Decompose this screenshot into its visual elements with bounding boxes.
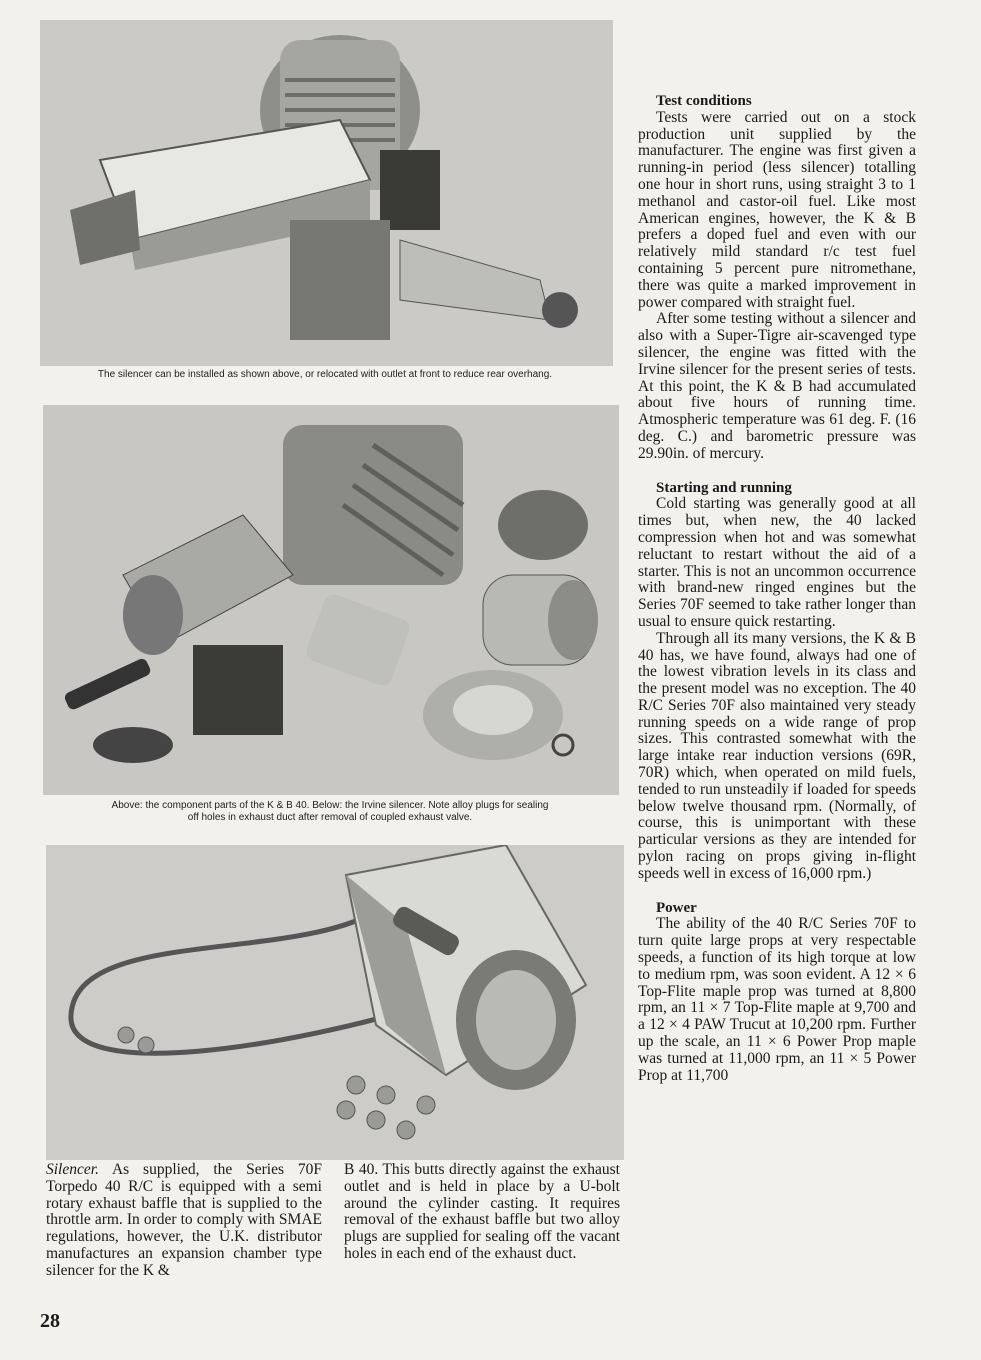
silencer-text: As supplied, the Series 70F Torpedo 40 R/C is equipped with a semi rotary exhaust baffle that is supplied to the throttle arm. In order to comply with SMAE regulations, however, the U.K. distributor manufactures an expansion chamber type silencer for the K &	[46, 1161, 322, 1279]
starting-paragraph-1: Cold starting was generally good at all times but, when new, the 40 lacked compression when hot and was somewhat reluctant to restart without the aid of a starter. This is not an uncommon occurrence with brand-new ringed engines but the Series 70F seemed to take rather longer than usual to ensure quick restarting.	[638, 495, 916, 630]
bottom-left-column	[46, 1162, 322, 1280]
silencer-lead: Silencer.	[46, 1161, 99, 1178]
component-parts-photo	[43, 405, 619, 795]
starting-running-heading: Starting and running	[656, 479, 792, 496]
test-paragraph-2: After some testing without a silencer and also with a Super-Tigre air-scavenged type silencer, the engine was fitted with the Irvine silencer for the present series of tests. At this point, the K & B had accumulated about five hours of running time. Atmospheric temperature was 61 deg. F. (16 deg. C.) and barometric pressure was 29.90in. of mercury.	[638, 310, 916, 462]
power-heading: Power	[656, 899, 697, 916]
page-number: 28	[40, 1310, 60, 1332]
silencer-text-cont: B 40. This butts directly against the exhaust outlet and is held in place by a U-bolt around the cylinder casting. It requires removal of the exhaust baffle but two alloy plugs are supplied for sealing off the vacant holes in each end of the exhaust duct.	[344, 1161, 620, 1262]
photo1-caption: The silencer can be installed as shown above, or relocated with outlet at front to reduce rear overhang.	[97, 369, 553, 380]
power-paragraph-1: The ability of the 40 R/C Series 70F to turn quite large props at very respectable speeds, a function of its high torque at low to medium rpm, was soon evident. A 12 × 6 Top-Flite maple prop was turned at 8,800 rpm, an 11 × 7 Top-Flite maple at 9,700 and a 12 × 4 PAW Trucut at 10,200 rpm. Further up the scale, an 11 × 6 Power Prop maple was turned at 11,000 rpm, an 11 × 5 Power Prop at 11,700	[638, 915, 916, 1084]
bottom-middle-column	[344, 1162, 620, 1263]
right-column	[638, 93, 916, 1101]
test-paragraph-1: Tests were carried out on a stock production unit supplied by the manufacturer. The engine was first given a running-in period (less silencer) totalling one hour in short runs, using straight 3 to 1 methanol and castor-oil fuel. Like most American engines, however, the K & B prefers a doped fuel and even with our relatively mild standard r/c test fuel containing 5 percent pure nitromethane, there was quite a marked improvement in power compared with straight fuel.	[638, 108, 916, 311]
engine-silencer-photo	[40, 20, 613, 366]
test-conditions-heading: Test conditions	[656, 93, 752, 109]
starting-paragraph-2: Through all its many versions, the K & B 40 has, we have found, always had one of the lowest vibration levels in its class and the present model was no exception. The 40 R/C Series 70F also maintained very steady running speeds on a wide range of prop sizes. This contrasted somewhat with the large intake rear induction versions (69R, 70R) which, when operated on mild fuels, tended to run unsteadily if loaded for speeds below twelve thousand rpm. (Normally, of course, this is unimportant with these particular versions as they are intended for pylon racing on props giving in-flight speeds well in excess of 16,000 rpm.)	[638, 629, 916, 882]
photo2-caption: Above: the component parts of the K & B 40. Below: the Irvine silencer. Note alloy plugs for sealing off holes in exhaust duct after removal of coupled exhaust valve.	[111, 800, 549, 823]
irvine-silencer-photo	[46, 845, 624, 1160]
